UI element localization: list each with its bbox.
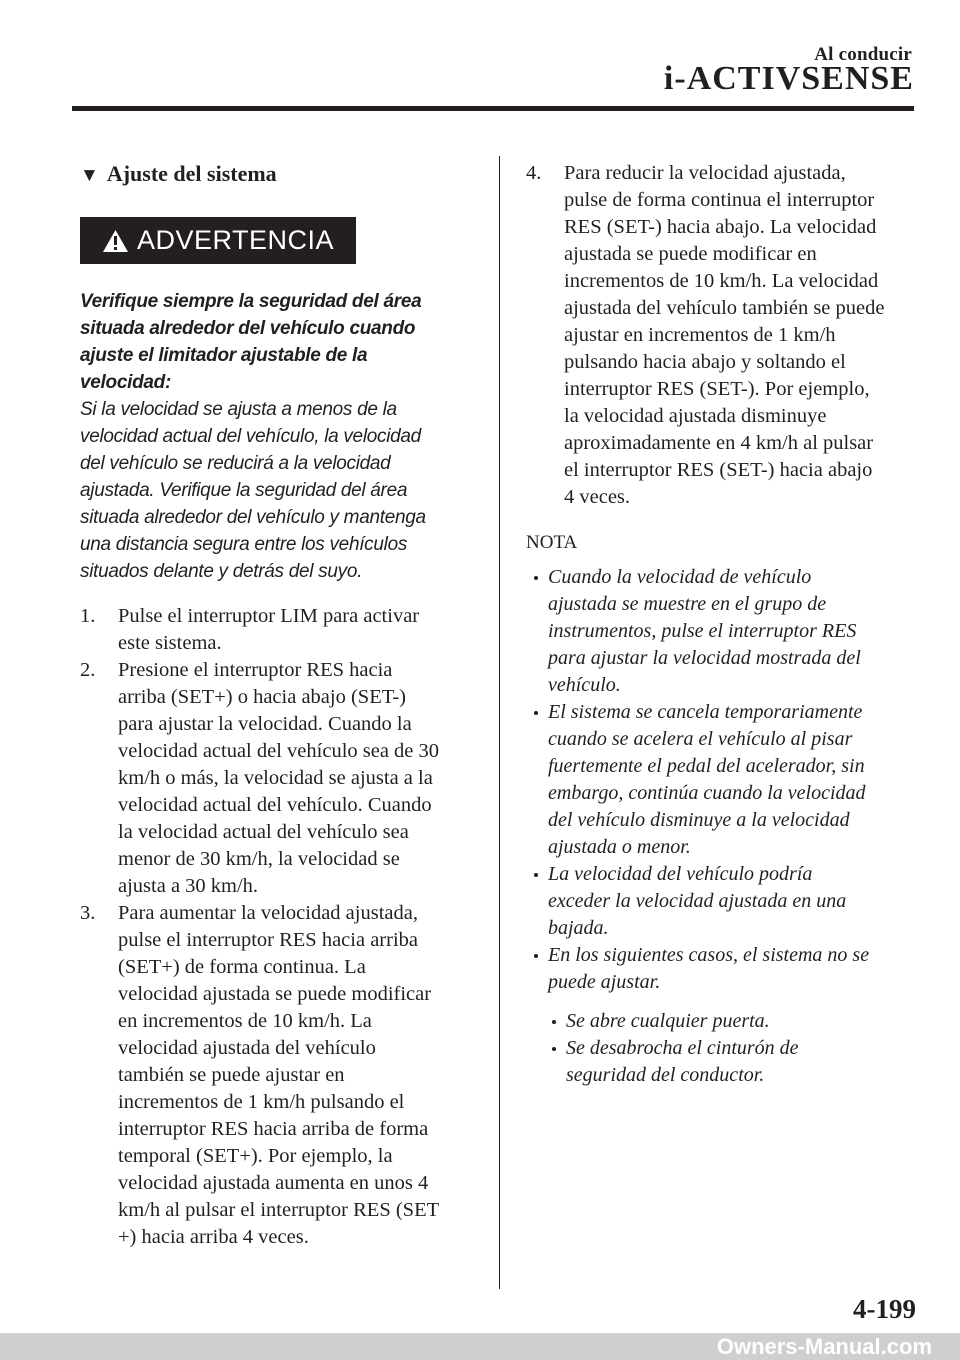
warning-line: ajustada. Verifique la seguridad del área	[80, 480, 408, 501]
text-line: En los siguientes casos, el sistema no se	[548, 944, 870, 966]
sub-note-item	[544, 1008, 918, 1035]
warning-bold-line: situada alrededor del vehículo cuando	[80, 318, 416, 339]
steps-list	[80, 603, 474, 1251]
footer-watermark-url: Owners-Manual.com	[716, 1334, 932, 1359]
bullet-icon	[552, 1047, 556, 1051]
text-line: velocidad ajustada se puede modificar	[118, 983, 432, 1005]
warning-bold-line: velocidad:	[80, 372, 171, 393]
text-line: fuertemente el pedal del acelerador, sin	[548, 755, 865, 777]
text-line: incrementos de 10 km/h. La velocidad	[564, 270, 879, 292]
text-line: ajusta a 30 km/h.	[118, 875, 259, 897]
sub-note-item	[544, 1035, 918, 1089]
step-number: 4.	[526, 162, 542, 184]
bullet-icon	[534, 954, 538, 958]
text-line: RES (SET-) hacia abajo. La velocidad	[564, 216, 877, 238]
column-divider	[499, 156, 500, 1289]
step-item	[526, 160, 918, 511]
text-line: temporal (SET+). Por ejemplo, la	[118, 1145, 393, 1167]
text-line: embargo, continúa cuando la velocidad	[548, 782, 866, 804]
text-line: pulse el interruptor RES hacia arriba	[118, 929, 418, 951]
text-line: interruptor RES (SET-). Por ejemplo,	[564, 378, 870, 400]
text-line: arriba (SET+) o hacia abajo (SET-)	[118, 686, 407, 708]
text-line: también se puede ajustar en	[118, 1064, 345, 1086]
step-number: 3.	[80, 902, 96, 924]
warning-line: velocidad actual del vehículo, la velocidad	[80, 426, 421, 447]
warning-text	[80, 288, 474, 585]
text-line: ajustada se puede modificar en	[564, 243, 817, 265]
text-line: ajustada se muestre en el grupo de	[548, 593, 827, 615]
note-item	[526, 861, 918, 942]
sub-notes-list	[526, 1008, 918, 1089]
text-line: bajada.	[548, 917, 609, 939]
warning-line: situados delante y detrás del suyo.	[80, 561, 363, 582]
text-line: Para aumentar la velocidad ajustada,	[118, 902, 418, 924]
text-line: el interruptor RES (SET-) hacia abajo	[564, 459, 873, 481]
text-line: 4 veces.	[564, 486, 631, 508]
text-line: este sistema.	[118, 632, 222, 654]
text-line: velocidad actual del vehículo sea de 30	[118, 740, 440, 762]
right-column	[526, 160, 918, 1089]
text-line: instrumentos, pulse el interruptor RES	[548, 620, 857, 642]
text-line: +) hacia arriba 4 veces.	[118, 1226, 309, 1248]
text-line: menor de 30 km/h, la velocidad se	[118, 848, 400, 870]
text-line: Se abre cualquier puerta.	[566, 1010, 770, 1032]
text-line: interruptor RES hacia arriba de forma	[118, 1118, 429, 1140]
warning-label: ADVERTENCIA	[136, 225, 335, 255]
text-line: (SET+) de forma continua. La	[118, 956, 366, 978]
text-line: velocidad ajustada aumenta en unos 4	[118, 1172, 429, 1194]
page-number: 4-199	[853, 1294, 916, 1324]
warning-bold-line: Verifique siempre la seguridad del área	[80, 291, 422, 312]
warning-bold-line: ajuste el limitador ajustable de la	[80, 345, 368, 366]
text-line: ajustada del vehículo también se puede	[564, 297, 885, 319]
text-line: para ajustar la velocidad mostrada del	[548, 647, 861, 669]
section-heading-text: Ajuste del sistema	[106, 161, 277, 186]
text-line: Presione el interruptor RES hacia	[118, 659, 393, 681]
section-heading	[80, 156, 474, 196]
text-line: El sistema se cancela temporariamente	[548, 701, 863, 723]
steps-list-continued	[526, 160, 918, 511]
text-line: km/h o más, la velocidad se ajusta a la	[118, 767, 433, 789]
text-line: Para reducir la velocidad ajustada,	[564, 162, 846, 184]
text-line: velocidad ajustada del vehículo	[118, 1037, 376, 1059]
text-line: ajustar en incrementos de 1 km/h	[564, 324, 836, 346]
text-line: vehículo.	[548, 674, 621, 696]
chapter-label: Al conducir	[814, 44, 912, 65]
step-number: 2.	[80, 659, 96, 681]
text-line: en incrementos de 10 km/h. La	[118, 1010, 372, 1032]
text-line: ajustada o menor.	[548, 836, 691, 858]
text-line: Se desabrocha el cinturón de	[566, 1037, 799, 1059]
note-item	[526, 942, 918, 996]
text-line: cuando se acelera el vehículo al pisar	[548, 728, 853, 750]
warning-line: del vehículo se reducirá a la velocidad	[80, 453, 391, 474]
left-column	[80, 156, 474, 1251]
text-line: la velocidad actual del vehículo sea	[118, 821, 409, 843]
text-line: incrementos de 1 km/h pulsando el	[118, 1091, 405, 1113]
text-line: puede ajustar.	[548, 971, 661, 993]
warning-triangle-icon	[102, 229, 129, 253]
text-line: Cuando la velocidad de vehículo	[548, 566, 812, 588]
warning-line: Si la velocidad se ajusta a menos de la	[80, 399, 397, 420]
bullet-icon	[534, 873, 538, 877]
warning-line: situada alrededor del vehículo y mantenga	[80, 507, 426, 528]
bullet-icon	[552, 1020, 556, 1024]
text-line: velocidad actual del vehículo. Cuando	[118, 794, 432, 816]
text-line: seguridad del conductor.	[566, 1064, 765, 1086]
step-item	[80, 657, 474, 900]
header-rule	[72, 106, 914, 111]
text-line: la velocidad ajustada disminuye	[564, 405, 827, 427]
bullet-icon	[534, 711, 538, 715]
triangle-marker-icon: ▼	[80, 165, 99, 186]
text-line: Pulse el interruptor LIM para activar	[118, 605, 420, 627]
note-item	[526, 564, 918, 699]
note-title: NOTA	[526, 532, 578, 553]
step-number: 1.	[80, 605, 96, 627]
text-line: para ajustar la velocidad. Cuando la	[118, 713, 412, 735]
text-line: pulsando hacia abajo y soltando el	[564, 351, 846, 373]
text-line: aproximadamente en 4 km/h al pulsar	[564, 432, 874, 454]
section-title: i-ACTIVSENSE	[663, 60, 914, 97]
text-line: km/h al pulsar el interruptor RES (SET	[118, 1199, 440, 1221]
text-line: del vehículo disminuye a la velocidad	[548, 809, 850, 831]
bullet-icon	[534, 576, 538, 580]
warning-line: una distancia segura entre los vehículos	[80, 534, 408, 555]
step-item	[80, 900, 474, 1251]
text-line: exceder la velocidad ajustada en una	[548, 890, 847, 912]
note-item	[526, 699, 918, 861]
text-line: La velocidad del vehículo podría	[548, 863, 813, 885]
warning-banner	[80, 217, 356, 264]
text-line: pulse de forma continua el interruptor	[564, 189, 875, 211]
notes-list	[526, 564, 918, 996]
step-item	[80, 603, 474, 657]
